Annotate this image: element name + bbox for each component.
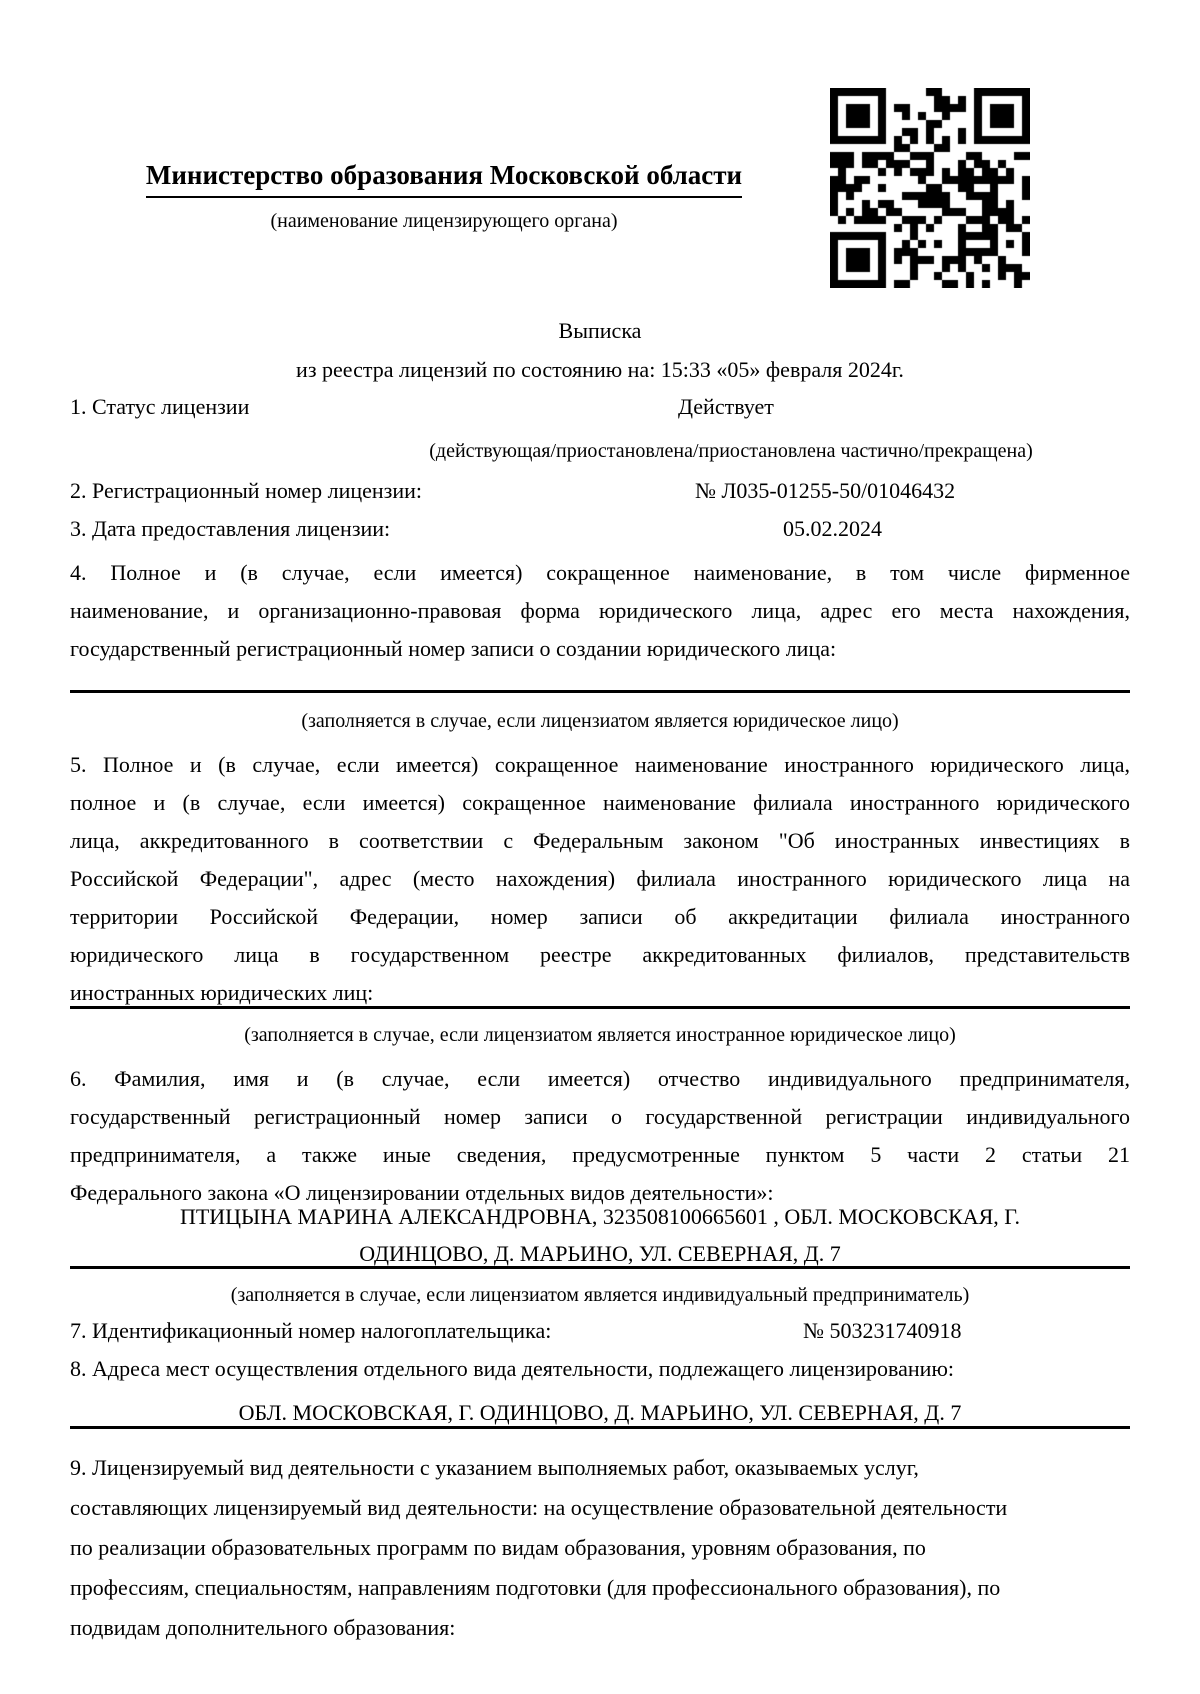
paragraph-line: профессиям, специальностям, направлениям подготовки (для профессионального образования), по [70,1575,1001,1600]
qr-code-icon [830,88,1030,288]
paragraph-legal-entity [70,554,1130,668]
field-addresses-value: ОБЛ. МОСКОВСКАЯ, Г. ОДИНЦОВО, Д. МАРЬИНО, УЛ. СЕВЕРНАЯ, Д. 7 [238,1400,962,1425]
field-divider-line [70,1006,1130,1009]
legal-entity-caption: (заполняется в случае, если лицензиатом является юридическое лицо) [301,710,899,732]
field-registration-number-value: № Л035-01255-50/01046432 [695,478,956,503]
paragraph-line: государственный регистрационный номер записи о создании юридического лица: [70,636,837,661]
paragraph-line: Российской Федерации", адрес (место нахождения) филиала иностранного юридического лица на [70,866,1130,891]
paragraph-line: лица, аккредитованного в соответствии с Федеральным законом "Об иностранных инвестициях в [70,828,1130,853]
field-license-status-label: 1. Статус лицензии [70,394,250,419]
field-taxpayer-number-value: № 503231740918 [803,1318,962,1343]
paragraph-line: наименование, и организационно-правовая форма юридического лица, адрес его места нахождения, [70,598,1130,623]
entrepreneur-name-value [70,1198,1130,1272]
field-license-status-value: Действует [678,394,774,419]
paragraph-line: по реализации образовательных программ по видам образования, уровням образования, по [70,1535,926,1560]
paragraph-foreign-entity [70,746,1130,1012]
paragraph-line: иностранных юридических лиц: [70,980,374,1005]
document-title: Выписка [558,318,642,343]
paragraph-line: подвидам дополнительного образования: [70,1615,456,1640]
paragraph-line: юридического лица в государственном реестре аккредитованных филиалов, представительств [70,942,1130,967]
paragraph-line: территории Российской Федерации, номер записи об аккредитации филиала иностранного [70,904,1130,929]
field-divider-line [70,690,1130,693]
paragraph-line: 6. Фамилия, имя и (в случае, если имеется) отчество индивидуального предпринимателя, [70,1066,1130,1091]
paragraph-entrepreneur [70,1060,1130,1212]
paragraph-line: 5. Полное и (в случае, если имеется) сокращенное наименование иностранного юридического лица, [70,752,1130,777]
document-subtitle: из реестра лицензий по состоянию на: 15:33 «05» февраля 2024г. [296,357,904,382]
entrepreneur-name-line: ПТИЦЫНА МАРИНА АЛЕКСАНДРОВНА, 323508100665601 , ОБЛ. МОСКОВСКАЯ, Г. [179,1204,1021,1229]
field-grant-date-label: 3. Дата предоставления лицензии: [70,516,391,541]
field-grant-date [70,516,1130,546]
field-grant-date-value: 05.02.2024 [783,516,882,541]
paragraph-line: государственный регистрационный номер записи о государственной регистрации индивидуального [70,1104,1130,1129]
paragraph-licensed-activity [70,1448,1130,1648]
licensing-authority-caption: (наименование лицензирующего органа) [270,210,618,232]
entrepreneur-name-line: ОДИНЦОВО, Д. МАРЬИНО, УЛ. СЕВЕРНАЯ, Д. 7 [359,1241,841,1266]
paragraph-line: полное и (в случае, если имеется) сокращенное наименование филиала иностранного юридического [70,790,1130,815]
paragraph-line: 4. Полное и (в случае, если имеется) сокращенное наименование, в том числе фирменное [70,560,1130,585]
paragraph-line: Федерального закона «О лицензировании отдельных видов деятельности»: [70,1180,774,1205]
paragraph-line: 9. Лицензируемый вид деятельности с указанием выполняемых работ, оказываемых услуг, [70,1455,919,1480]
field-license-status [70,394,1130,424]
field-taxpayer-number [70,1318,1130,1348]
paragraph-line: предпринимателя, а также иные сведения, предусмотренные пунктом 5 части 2 статьи 21 [70,1142,1130,1167]
field-taxpayer-number-label: 7. Идентификационный номер налогоплательщика: [70,1318,552,1343]
field-registration-number [70,478,1130,508]
field-addresses-label: 8. Адреса мест осуществления отдельного вида деятельности, подлежащего лицензированию: [70,1356,954,1381]
field-divider-line [70,1426,1130,1429]
licensing-authority-header [70,160,818,233]
field-license-status-caption: (действующая/приостановлена/приостановлена частично/прекращена) [429,440,1033,462]
entrepreneur-caption: (заполняется в случае, если лицензиатом является индивидуальный предприниматель) [230,1284,970,1306]
foreign-entity-caption: (заполняется в случае, если лицензиатом является иностранное юридическое лицо) [244,1024,956,1046]
field-divider-line [70,1266,1130,1269]
paragraph-line: составляющих лицензируемый вид деятельности: на осуществление образовательной деятельности [70,1495,1008,1520]
field-registration-number-label: 2. Регистрационный номер лицензии: [70,478,423,503]
licensing-authority-name: Министерство образования Московской области [146,160,742,198]
